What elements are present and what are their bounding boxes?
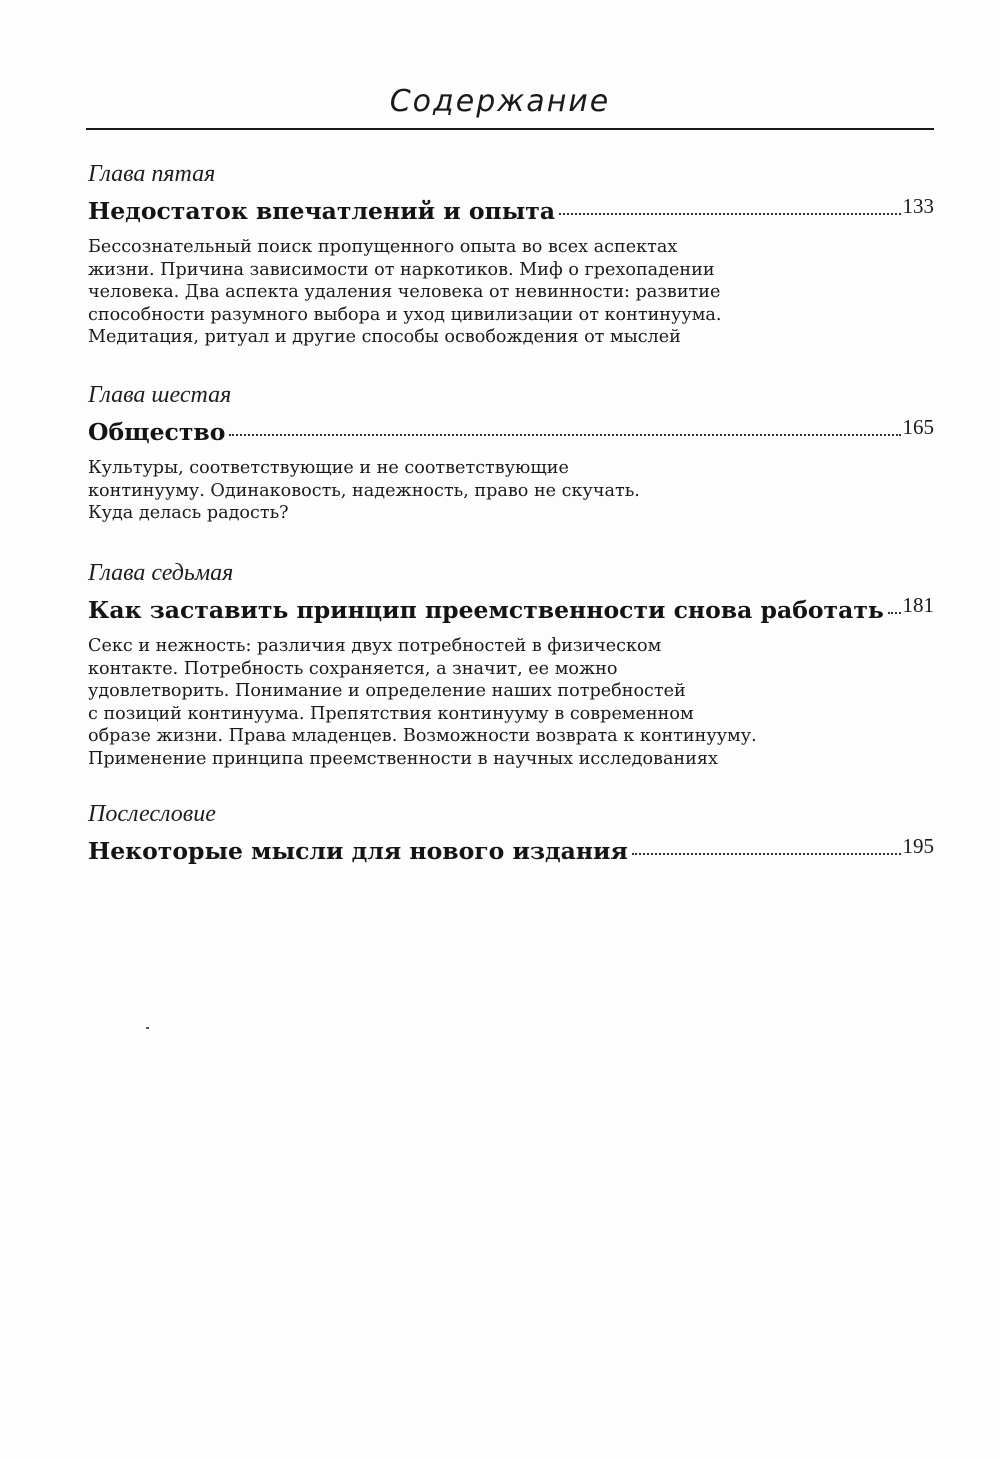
- chapter-label: Глава шестая: [88, 382, 232, 408]
- toc-entry-title: Как заставить принцип преемственности снова работать: [88, 596, 884, 624]
- description-line: континууму. Одинаковость, надежность, право не скучать.: [88, 480, 640, 501]
- description-line: удовлетворить. Понимание и определение наших потребностей: [88, 681, 686, 702]
- chapter-label: Глава пятая: [88, 161, 216, 187]
- chapter-description: [88, 236, 934, 349]
- header-rule: [86, 128, 934, 130]
- toc-page-number: 133: [902, 194, 934, 218]
- toc-entry-title: Некоторые мысли для нового издания: [88, 837, 628, 865]
- toc-entry-line[interactable]: [88, 836, 934, 870]
- description-line: с позиций континуума. Препятствия континууму в современном: [88, 703, 694, 724]
- toc-section-afterword: [88, 800, 934, 870]
- description-line: Применение принципа преемственности в научных исследованиях: [88, 748, 718, 769]
- description-line: способности разумного выбора и уход цивилизации от континуума.: [88, 304, 722, 325]
- chapter-label: Послесловие: [88, 801, 216, 827]
- description-line: Культуры, соответствующие и не соответствующие: [88, 458, 569, 478]
- description-line: жизни. Причина зависимости от наркотиков. Миф о грехопадении: [88, 259, 715, 280]
- description-line: человека. Два аспекта удаления человека от невинности: развитие: [88, 282, 721, 303]
- toc-entry-title: Недостаток впечатлений и опыта: [88, 197, 556, 225]
- toc-section-chapter-5: [88, 160, 934, 349]
- leader-dots: [888, 612, 901, 614]
- chapter-description: [88, 457, 934, 525]
- toc-section-chapter-6: [88, 381, 934, 525]
- chapter-description: [88, 635, 934, 771]
- toc-entry-line[interactable]: [88, 417, 934, 451]
- leader-dots: [229, 434, 900, 436]
- toc-section-chapter-7: [88, 559, 934, 771]
- leader-dots: [632, 853, 901, 855]
- page-header-title: Содержание: [389, 84, 611, 119]
- description-line: образе жизни. Права младенцев. Возможности возврата к континууму.: [88, 726, 757, 747]
- chapter-label: Глава седьмая: [88, 560, 234, 586]
- description-line: Медитация, ритуал и другие способы освобождения от мыслей: [88, 327, 681, 348]
- leader-dots: [559, 213, 900, 215]
- toc-entry-line[interactable]: [88, 196, 934, 230]
- toc-page-number: 181: [902, 593, 934, 617]
- toc-page-number: 195: [902, 834, 934, 858]
- description-line: Куда делась радость?: [88, 503, 289, 524]
- description-line: Бессознательный поиск пропущенного опыта во всех аспектах: [88, 237, 678, 257]
- toc-page-number: 165: [902, 415, 934, 439]
- description-line: Секс и нежность: различия двух потребностей в физическом: [88, 636, 662, 656]
- description-line: контакте. Потребность сохраняется, а значит, ее можно: [88, 658, 618, 679]
- toc-entry-line[interactable]: [88, 595, 934, 629]
- toc-entry-title: Общество: [88, 418, 226, 446]
- print-speck: [146, 1027, 149, 1029]
